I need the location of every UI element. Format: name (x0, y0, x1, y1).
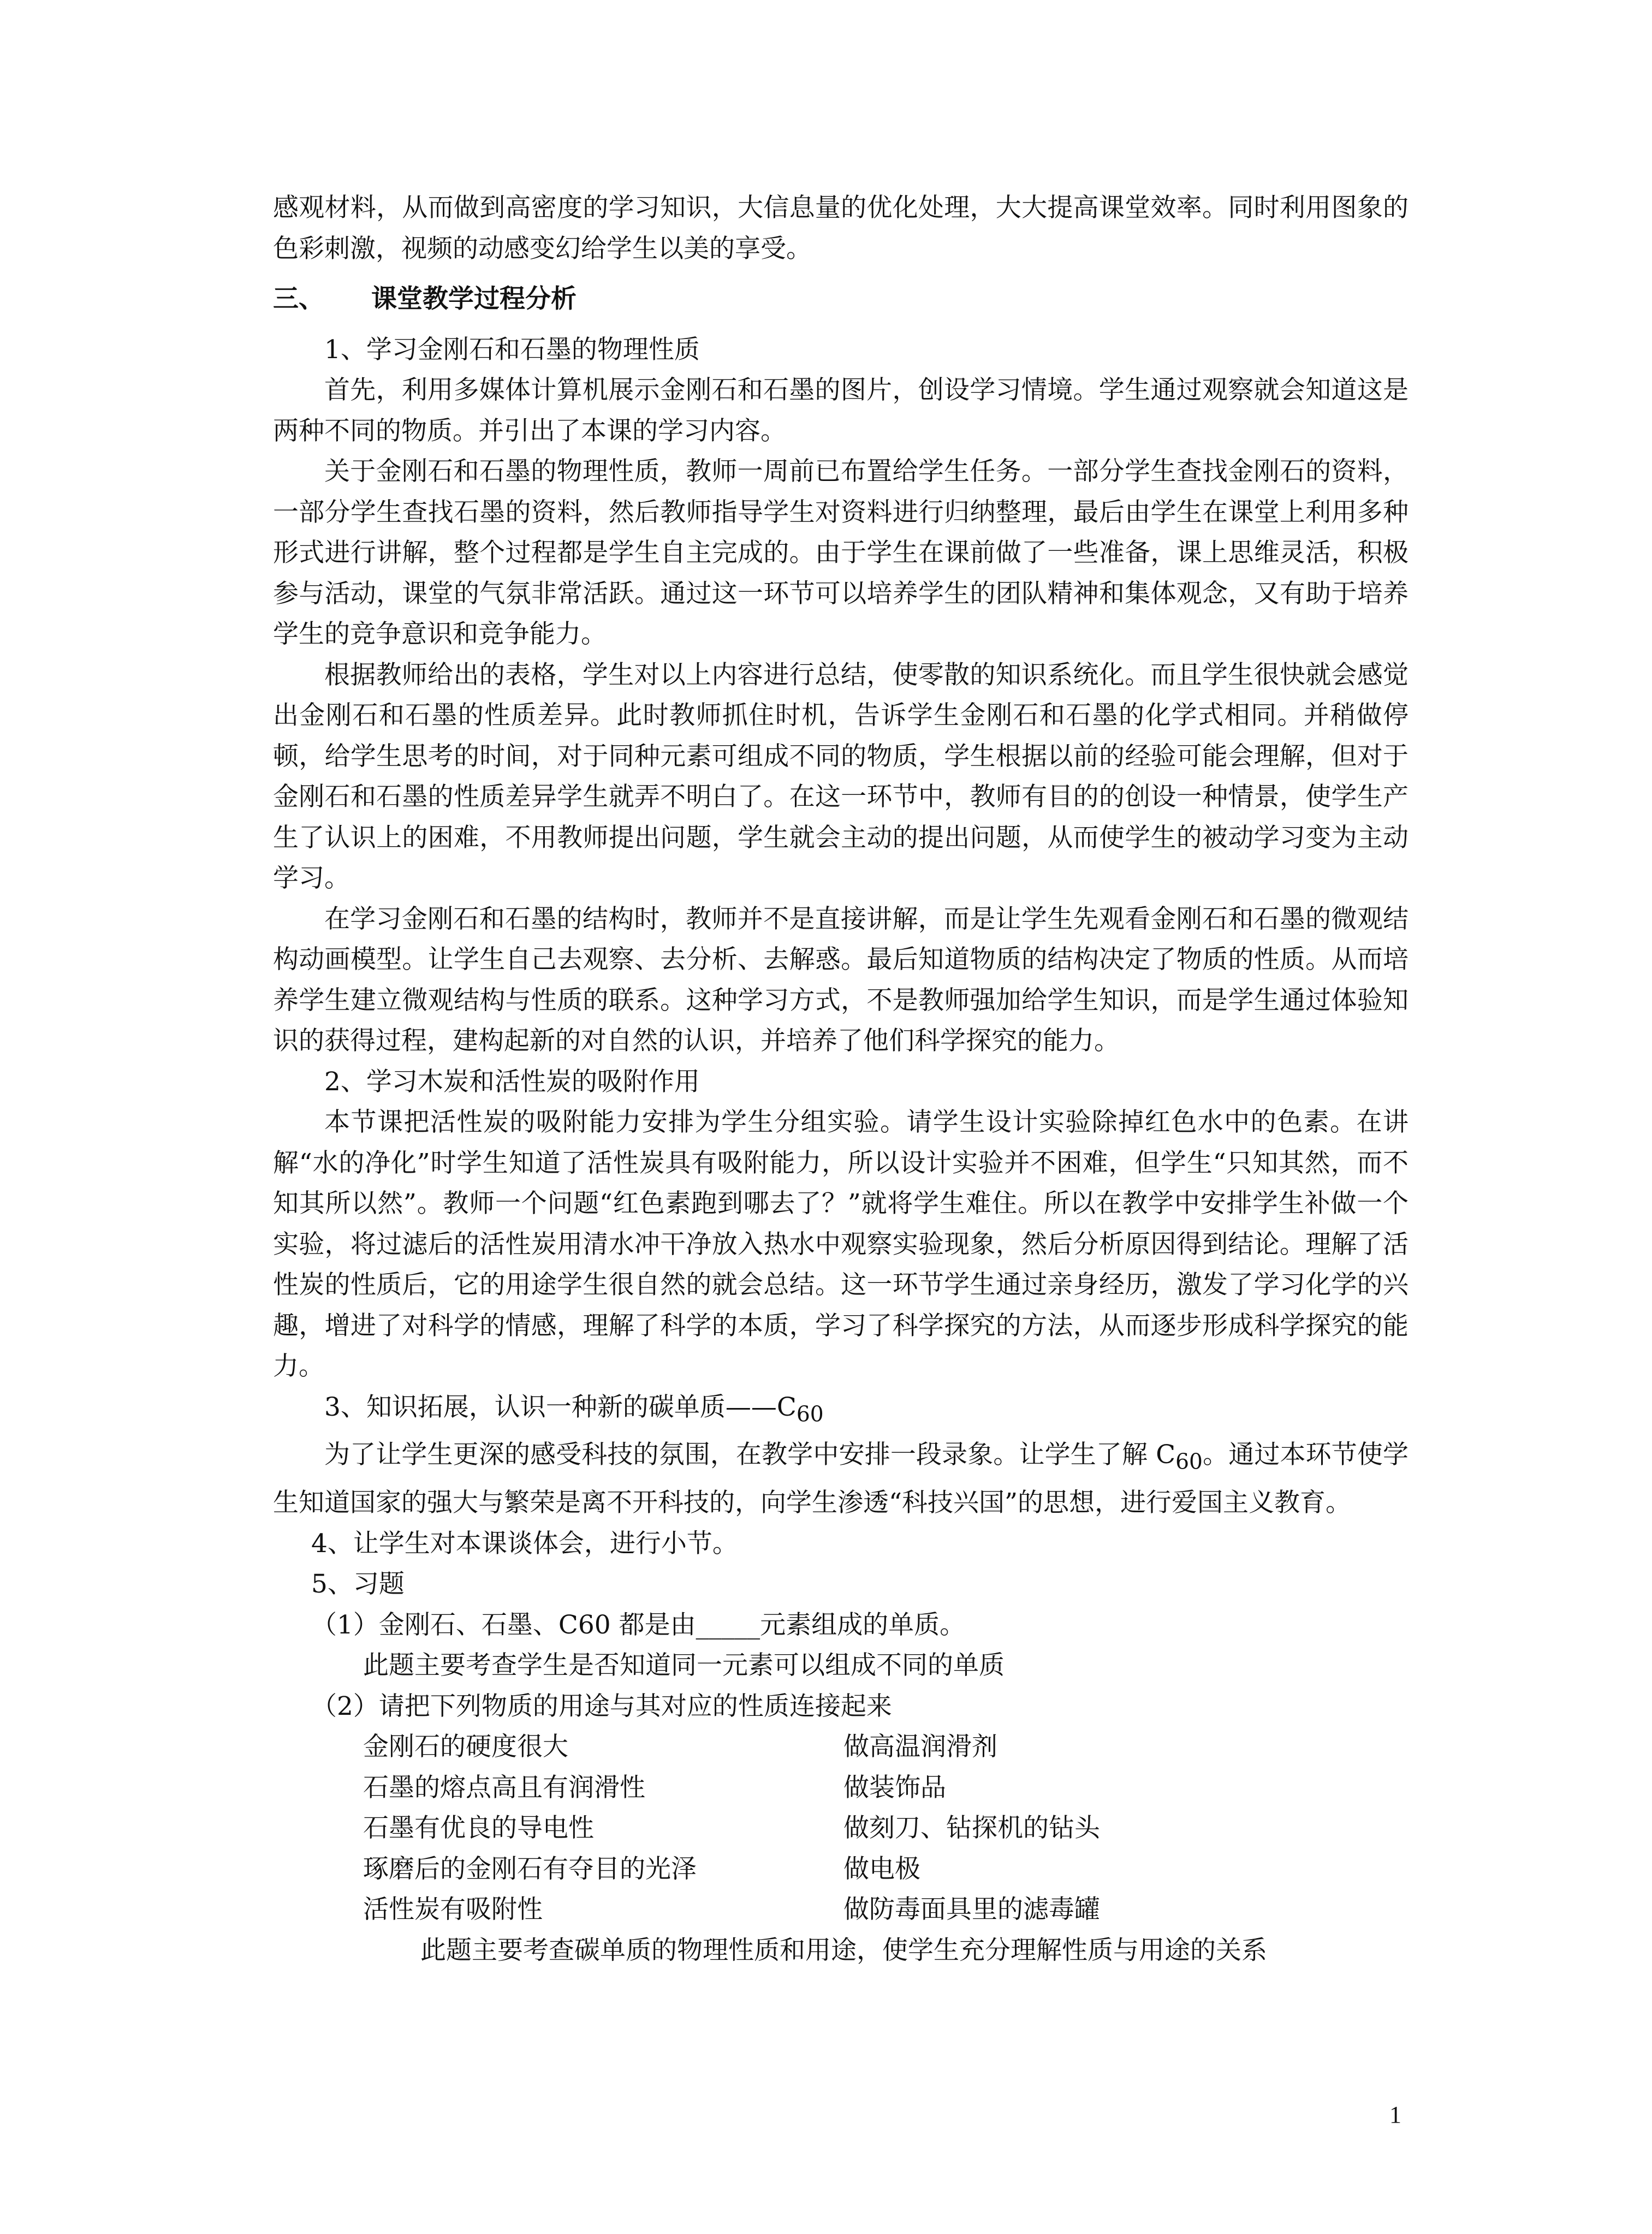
exercise-2: （2）请把下列物质的用途与其对应的性质连接起来 (311, 1691, 892, 1721)
part1-paragraph-3: 根据教师给出的表格，学生对以上内容进行总结，使零散的知识系统化。而且学生很快就会感觉出金刚石和石墨的性质差异。此时教师抓住时机，告诉学生金刚石和石墨的化学式相同。并稍做停顿，给学生思考的时间，对于同种元素可组成不同的物质，学生根据以前的经验可能会理解，但对于金刚石和石墨的性质差异学生就弄不明白了。在这一环节中，教师有目的的创设一种情景，使学生产生了认识上的困难，不用教师提出问题，学生就会主动的提出问题，从而使学生的被动学习变为主动学习。 (273, 659, 1409, 893)
property-item: 活性炭有吸附性 (363, 1894, 543, 1925)
intro-paragraph: 感观材料，从而做到高密度的学习知识，大信息量的优化处理，大大提高课堂效率。同时利用图象的色彩刺激，视频的动感变幻给学生以美的享受。 (273, 193, 1409, 264)
match-row (273, 1808, 1409, 1849)
use-item: 做刻刀、钻探机的钻头 (843, 1813, 1100, 1844)
part3-paragraph-subscript: 60 (1175, 1449, 1203, 1475)
part3-heading-text: 3、知识拓展，认识一种新的碳单质——C (324, 1392, 797, 1422)
part1-paragraph-4: 在学习金刚石和石墨的结构时，教师并不是直接讲解，而是让学生先观看金刚石和石墨的微观结构动画模型。让学生自己去观察、去分析、去解惑。最后知道物质的结构决定了物质的性质。从而培养学生建立微观结构与性质的联系。这种学习方式，不是教师强加给学生知识，而是学生通过体验知识的获得过程，建构起新的对自然的认识，并培养了他们科学探究的能力。 (273, 904, 1409, 1056)
page-number: 1 (1389, 2101, 1401, 2128)
property-item: 琢磨后的金刚石有夺目的光泽 (363, 1853, 697, 1884)
part3-heading (273, 1387, 1409, 1435)
exercise-1-blank: _____ (696, 1609, 760, 1640)
part2-paragraph-1: 本节课把活性炭的吸附能力安排为学生分组实验。请学生设计实验除掉红色水中的色素。在讲解“水的净化”时学生知道了活性炭具有吸附能力，所以设计实验并不困难，但学生“只知其然，而不知其所以然”。教师一个问题“红色素跑到哪去了？”就将学生难住。所以在教学中安排学生补做一个实验，将过滤后的活性炭用清水冲干净放入热水中观察实验现象，然后分析原因得到结论。理解了活性炭的性质后，它的用途学生很自然的就会总结。这一环节学生通过亲身经历，激发了学习化学的兴趣，增进了对科学的情感，理解了科学的本质，学习了科学探究的方法，从而逐步形成科学探究的能力。 (273, 1107, 1409, 1381)
document-body (273, 188, 1409, 1971)
part4-heading: 4、让学生对本课谈体会，进行小节。 (311, 1528, 738, 1559)
use-item: 做高温润滑剂 (843, 1732, 997, 1762)
exercise-1-note: 此题主要考查学生是否知道同一元素可以组成不同的单质 (363, 1650, 1005, 1681)
exercise-1-text-b: 元素组成的单质。 (760, 1609, 966, 1640)
exercise-1-text-a: （1）金刚石、石墨、C60 都是由 (311, 1609, 696, 1640)
part1-paragraph-2: 关于金刚石和石墨的物理性质，教师一周前已布置给学生任务。一部分学生查找金刚石的资料，一部分学生查找石墨的资料，然后教师指导学生对资料进行归纳整理，最后由学生在课堂上利用多种形式进行讲解，整个过程都是学生自主完成的。由于学生在课前做了一些准备，课上思维灵活，积极参与活动，课堂的气氛非常活跃。通过这一环节可以培养学生的团队精神和集体观念，又有助于培养学生的竞争意识和竞争能力。 (273, 456, 1409, 649)
match-row (273, 1768, 1409, 1809)
part3-paragraph-1 (273, 1435, 1409, 1523)
part2-heading: 2、学习木炭和活性炭的吸附作用 (324, 1066, 700, 1097)
part1-paragraph-1: 首先，利用多媒体计算机展示金刚石和石墨的图片，创设学习情境。学生通过观察就会知道这是两种不同的物质。并引出了本课的学习内容。 (273, 375, 1409, 446)
part1-heading: 1、学习金刚石和石墨的物理性质 (324, 334, 700, 365)
use-item: 做防毒面具里的滤毒罐 (843, 1894, 1100, 1925)
property-item: 金刚石的硬度很大 (363, 1732, 568, 1762)
part3-paragraph-text-b: 。通过本环节使学生知道国家的强大与繁荣是离不开科技的，向学生渗透“科技兴国”的思想，进行爱国主义教育。 (273, 1440, 1409, 1518)
use-item: 做装饰品 (843, 1772, 946, 1803)
exercise-2-note: 此题主要考查碳单质的物理性质和用途，使学生充分理解性质与用途的关系 (420, 1935, 1267, 1965)
part3-paragraph-text-a: 为了让学生更深的感受科技的氛围，在教学中安排一段录象。让学生了解 C (324, 1440, 1176, 1470)
match-row (273, 1890, 1409, 1930)
part5-heading: 5、习题 (311, 1569, 405, 1600)
match-row (273, 1727, 1409, 1768)
match-row (273, 1849, 1409, 1890)
use-item: 做电极 (843, 1853, 920, 1884)
part3-heading-subscript: 60 (796, 1401, 824, 1427)
property-item: 石墨的熔点高且有润滑性 (363, 1772, 645, 1803)
section-title: 课堂教学过程分析 (371, 284, 577, 314)
exercise-1 (273, 1605, 1409, 1646)
property-item: 石墨有优良的导电性 (363, 1813, 594, 1844)
section-number: 三、 (273, 284, 324, 314)
section-heading (273, 279, 1409, 320)
